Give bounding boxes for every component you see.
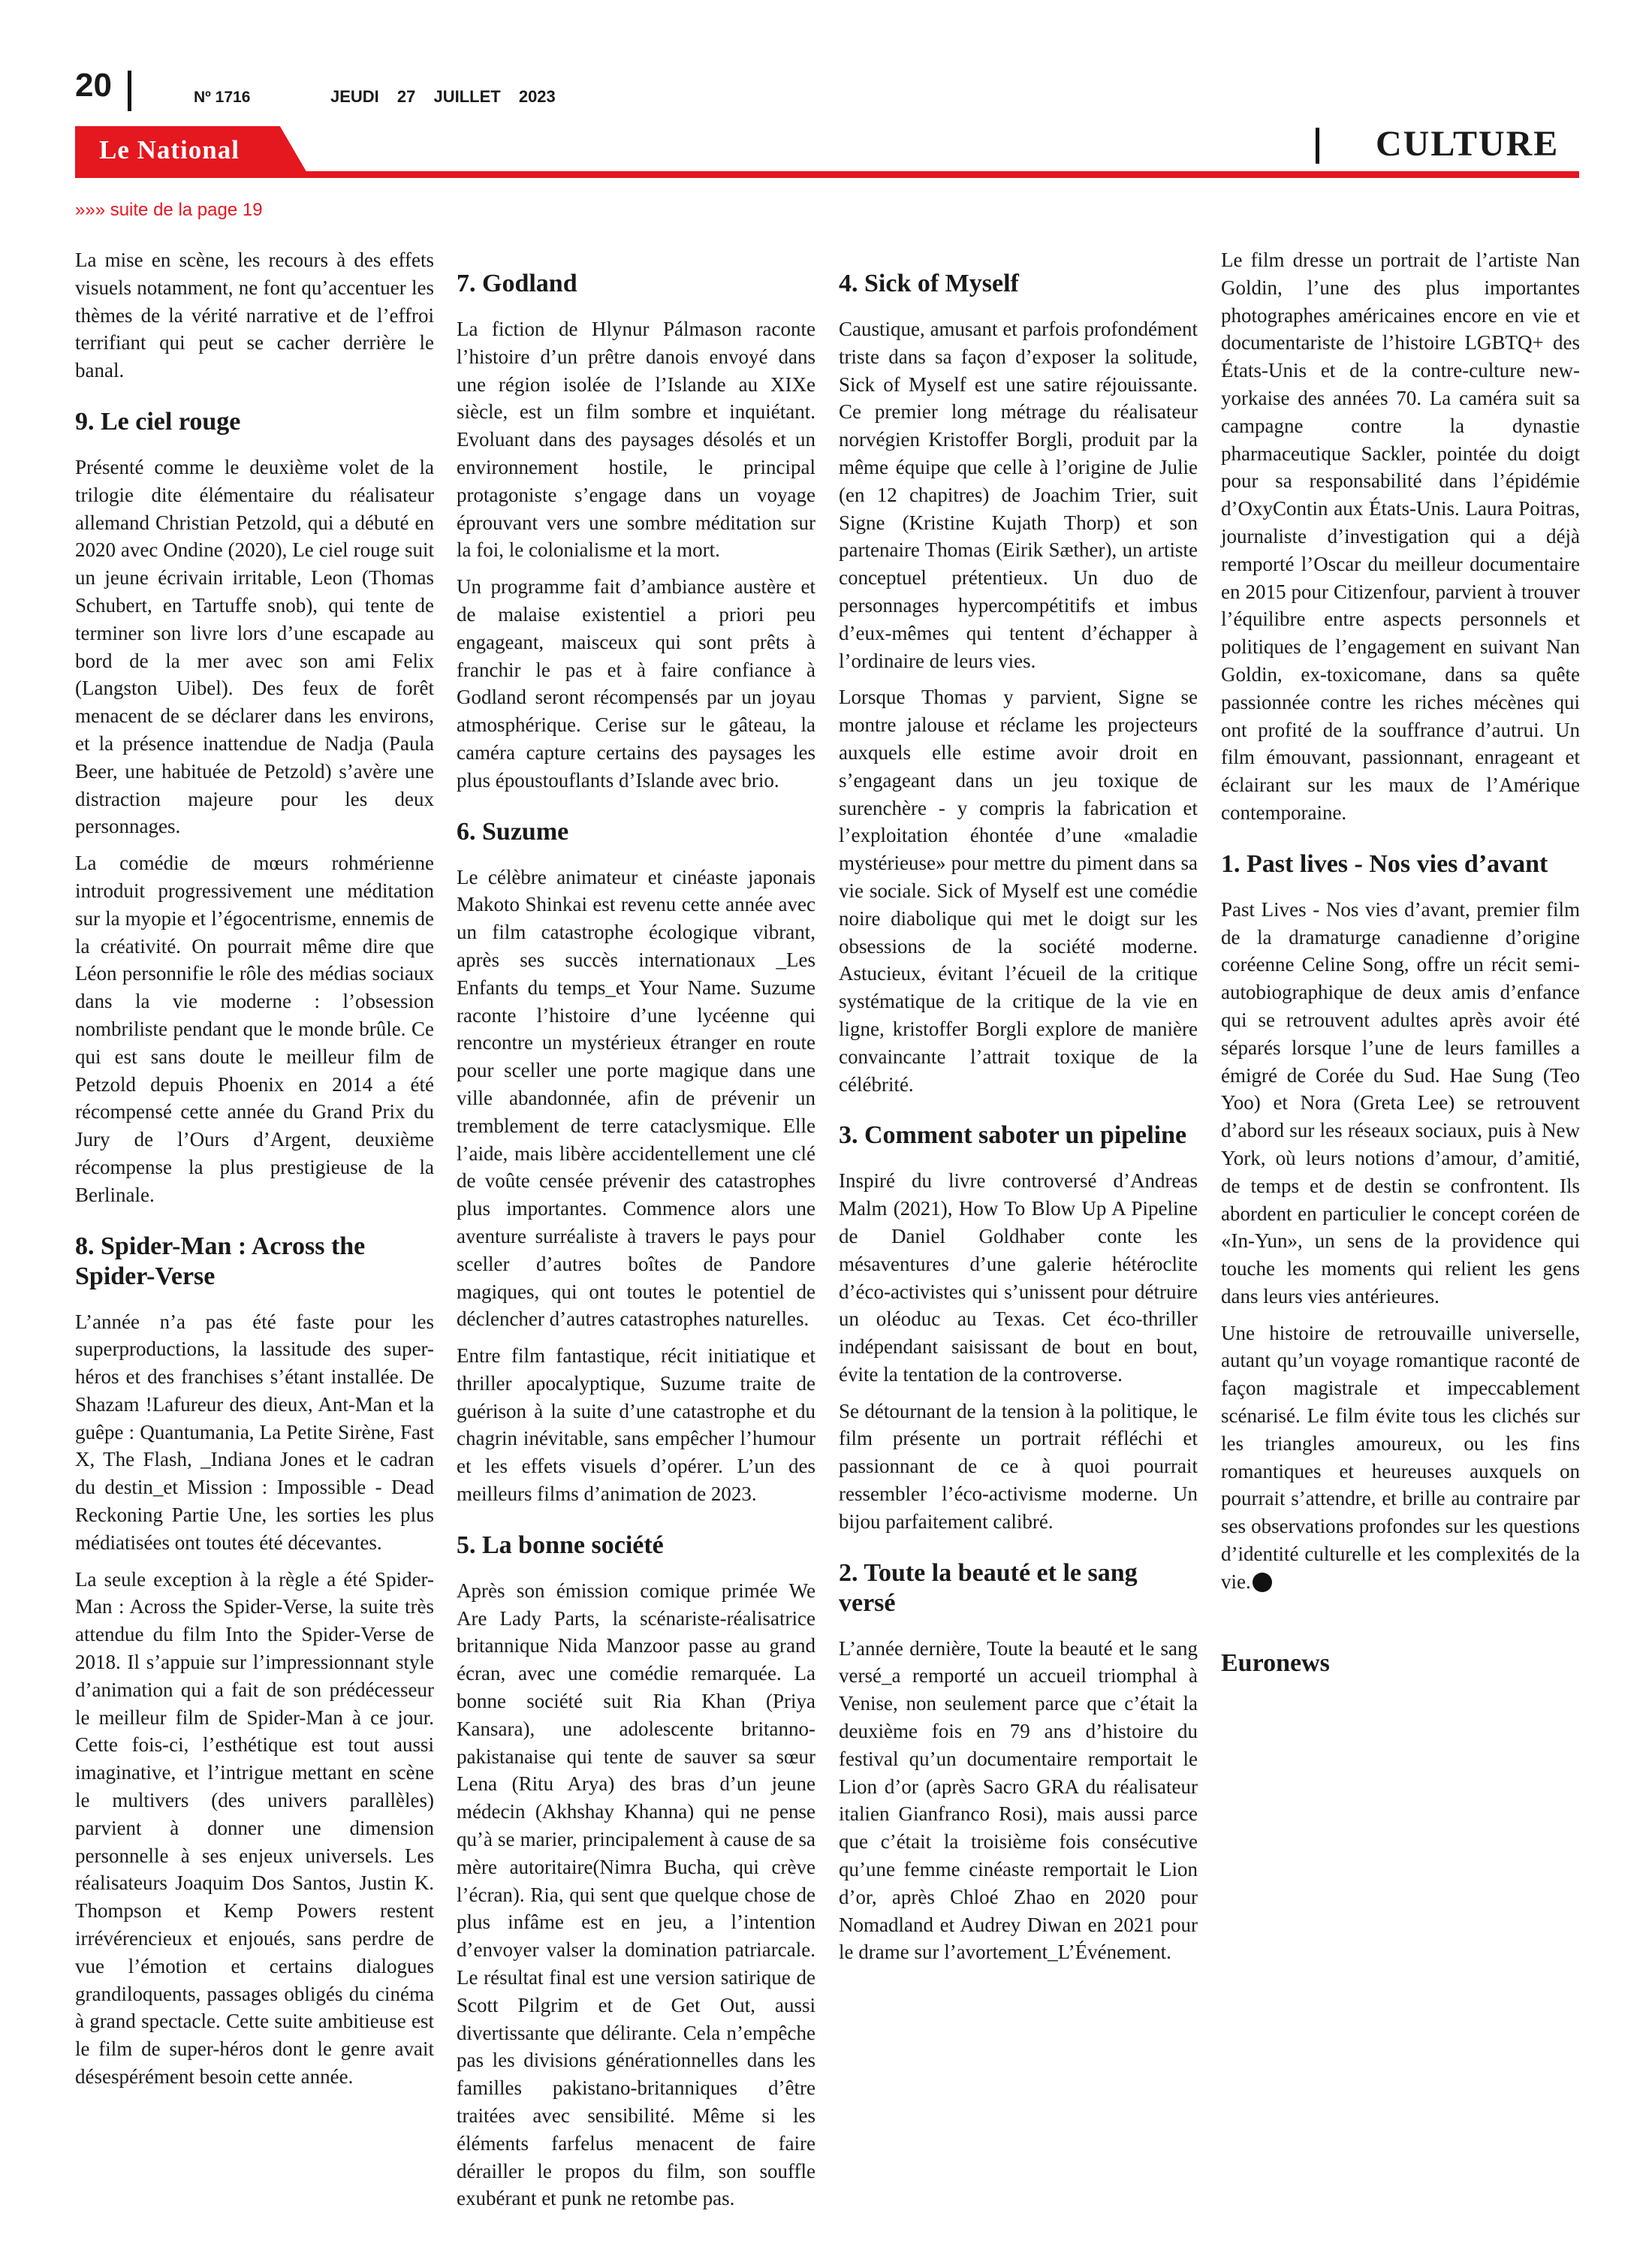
paragraph: La seule exception à la règle a été Spider-Man : Across the Spider-Verse, la suite très attendue du film Into the Spider-Verse de 2018. Il s’appuie sur l’impressionnant style d’animation qui a fait de son prédécesseur le meilleur film de Spider-Man à ce jour. Cette fois-ci, l’esthétique est tout aussi imaginative, et l’intrigue mettant en scène le multivers (des univers parallèles) parvient à donner une dimension personnelle à ses enjeux universels. Les réalisateurs Joaquim Dos Santos, Justin K. Thompson et Kemp Powers restent irrévérencieux et enjoués, sans perdre de vue l’émotion et certains dialogues grandiloquents, passages obligés du cinéma à grand spectacle. Cette suite ambitieuse est le film de super-héros dont le genre avait désespérément besoin cette année. <box>75 1567 434 2089</box>
paragraph: Le film dresse un portrait de l’artiste Nan Goldin, l’une des plus importantes photographes américaines encore en vie et documentariste de l’histoire LGBTQ+ des États-Unis et de la contre-culture new-yorkaise des années 70. La caméra suit sa campagne contre la dynastie pharmaceutique Sackler, pointée du doigt pour sa responsabilité dans l’épidémie d’OxyContin aux États-Unis. Laura Poitras, journaliste d’investigation qui a déjà remporté l’Oscar du meilleur documentaire en 2015 pour Citizenfour, parvient à trouver l’équilibre entre aspects personnels et politiques de l’engagement en suivant Nan Goldin, ex-toxicomane, dans sa quête passionnée contre les riches mécènes qui ont profité de la souffrance d’autrui. Un film émouvant, passionnant, enrageant et éclairant sur les maux de l’Amérique contemporaine. <box>1221 249 1580 824</box>
heading-spider-man: 8. Spider-Man : Across the Spider-Verse <box>75 1232 366 1290</box>
column-2 <box>457 246 815 2221</box>
column-3 <box>839 246 1198 1975</box>
section-divider <box>1316 128 1319 164</box>
end-mark-icon <box>1253 1573 1272 1592</box>
heading-pipeline: 3. Comment saboter un pipeline <box>839 1121 1187 1150</box>
paragraph: Une histoire de retrouvaille universelle, autant qu’un voyage romantique raconté de façon magistrale et impeccablement scénarisé. Le film évite tous les clichés sur les triangles amoureux, ou les fins romantiques et heureuses auxquels on pourrait s’attendre, et brille au contraire par ses observations profondes sur les questions d’identité culturelle et les complexités de la vie. <box>1221 1321 1580 1593</box>
paragraph: La fiction de Hlynur Pálmason raconte l’histoire d’un prêtre danois envoyé dans une région isolée de l’Islande au XIXe siècle, est un film sombre et inquiétant. Evoluant dans des paysages désolés et un environnement hostile, le principal protagoniste s’engage dans un voyage éprouvant vers une sombre méditation sur la foi, le colonialisme et la mort. <box>457 318 815 562</box>
section-title: CULTURE <box>1376 124 1560 164</box>
page-number: 20 <box>75 67 112 104</box>
intro-paragraph: La mise en scène, les recours à des effets visuels notamment, ne font qu’accentuer les thèmes de la vérité narrative et de l’effroi terrifiant qui peut se cacher derrière le banal. <box>75 249 434 382</box>
heading-ciel-rouge: 9. Le ciel rouge <box>75 407 241 436</box>
paragraph: Caustique, amusant et parfois profondément triste dans sa façon d’exposer la solitude, Sick of Myself est une satire réjouissante. Ce premier long métrage du réalisateur norvégien Kristoffer Borgli, produit par la même équipe que celle à l’origine de Julie (en 12 chapitres) de Joachim Trier, suit Signe (Kristine Kujath Thorp) et son partenaire Thomas (Eirik Sæther), un artiste conceptuel prétentieux. Un duo de personnages hypercompétitifs et imbus d’eux-mêmes qui tentent d’échapper à l’ordinaire de leurs vies. <box>839 318 1198 672</box>
paragraph: Past Lives - Nos vies d’avant, premier film de la dramaturge canadienne d’origine coréenne Celine Song, offre un récit semi-autobiographique de deux amis d’enfance qui se retrouvent adultes après avoir été séparés lorsque l’une de leurs familles a émigré de Corée du Sud. Hae Sung (Teo Yoo) et Nora (Greta Lee) se retrouvent d’abord sur les réseaux sociaux, puis à New York, où leurs notions d’amour, d’amitié, de temps et de destin se confrontent. Ils abordent en particulier le concept coréen de «In-Yun», un sens de la providence qui touche les moments qui relient les gens dans leurs vies antérieures. <box>1221 897 1580 1307</box>
paragraph: Se détournant de la tension à la politique, le film présente un portrait réfléchi et passionnant de ce à quoi pourrait ressembler l’éco-activisme moderne. Un bijou parfaitement calibré. <box>839 1399 1198 1533</box>
heading-bonne-societe: 5. La bonne société <box>457 1531 664 1559</box>
heading-godland: 7. Godland <box>457 270 577 297</box>
heading-beaute: 2. Toute la beauté et le sang versé <box>839 1558 1138 1617</box>
paragraph: Un programme fait d’ambiance austère et de malaise existentiel a priori peu engageant, maisceux qui sont prêts à franchir le pas et à faire confiance à Godland seront récompensés par un joyau atmosphérique. Cerise sur le gâteau, la caméra capture certains des paysages les plus époustouflants d’Islande avec brio. <box>457 575 815 792</box>
source-signature: Euronews <box>1221 1648 1330 1677</box>
paragraph: Lorsque Thomas y parvient, Signe se montre jalouse et réclame les projecteurs auxquels elle estime avoir droit en s’engageant dans un jeu toxique de surenchère - y compris la fabrication et l’exploitation éhontée d’une «maladie mystérieuse» pour mettre du piment dans sa vie sociale. Sick of Myself est une comédie noire diabolique qui met le doigt sur les obsessions de la société moderne. Astucieux, évitant l’écueil de la critique systématique de la critique de la vie en ligne, kristoffer Borgli explore de manière convaincante l’attrait toxique de la célébrité. <box>839 686 1198 1096</box>
issue-number: Nº 1716 <box>194 89 251 106</box>
paragraph: Entre film fantastique, récit initiatique et thriller apocalyptique, Suzume traite de guérison à la suite d’une catastrophe et du chagrin inévitable, sans empêcher l’humour et les effets visuels d’opérer. L’un des meilleurs films d’animation de 2023. <box>457 1344 815 1506</box>
paragraph: Présenté comme le deuxième volet de la trilogie dite élémentaire du réalisateur allemand Christian Petzold, qui a débuté en 2020 avec Ondine (2020), Le ciel rouge suit un jeune écrivain irritable, Leon (Thomas Schubert, en Tartuffe snob), qui tente de terminer son livre lors d’une escapade au bord de la mer avec son ami Felix (Langston Uibel). Des feux de forêt menacent de se déclarer dans les environs, et la présence inattendue de Nadja (Paula Beer, une habituée de Petzold) s’avère une distraction majeure pour les deux personnages. <box>75 455 434 838</box>
column-4 <box>1221 246 1580 1695</box>
header-rule <box>75 171 1579 178</box>
heading-sick-of-myself: 4. Sick of Myself <box>839 270 1019 297</box>
paragraph: L’année n’a pas été faste pour les superproductions, la lassitude des super-héros et des franchises s’étant installée. De Shazam !Lafureur des dieux, Ant-Man et la guêpe : Quantumania, La Petite Sirène, Fast X, The Flash, _Indiana Jones et le cadran du destin_et Mission : Impossible - Dead Reckoning Partie Une, les sorties les plus médiatisées ont toutes été décevantes. <box>75 1310 434 1554</box>
paragraph: Inspiré du livre controversé d’Andreas Malm (2021), How To Blow Up A Pipeline de Daniel Goldhaber conte les mésaventures d’une galerie hétéroclite d’éco-activistes qui s’unissent pour détruire un oléoduc au Texas. Cet éco-thriller indépendant saisissant de bout en bout, évite la tentation de la controverse. <box>839 1169 1198 1386</box>
paragraph: Après son émission comique primée We Are Lady Parts, la scénariste-réalisatrice britannique Nida Manzoor passe au grand écran, avec une comédie remarquée. La bonne société suit Ria Khan (Priya Kansara), une adolescente britanno-pakistanaise qui tente de sauver sa sœur Lena (Ritu Arya) des bras d’un jeune médecin (Akhshay Khanna) qui ne pense qu’à se marier, principalement à cause de sa mère autoritaire(Nimra Bucha, qui crève l’écran). Ria, qui sent que quelque chose de plus infâme est en jeu, a l’intention d’envoyer valser la domination patriarcale. Le résultat final est une version satirique de Scott Pilgrim et de Get Out, aussi divertissante que délirante. Cela n’empêche pas les divisions générationnelles dans les familles pakistano-britanniques d’être traitées avec sensibilité. Même si les éléments farfelus menacent de faire dérailler le propos du film, son souffle exubérant et punk ne retombe pas. <box>457 1579 815 2210</box>
issue-date: JEUDI 27 JUILLET 2023 <box>330 87 556 106</box>
column-1 <box>75 246 434 2100</box>
heading-suzume: 6. Suzume <box>457 817 569 846</box>
heading-past-lives: 1. Past lives - Nos vies d’avant <box>1221 849 1548 878</box>
brand-name: Le National <box>99 135 240 164</box>
continued-from: »»» suite de la page 19 <box>75 200 263 220</box>
paragraph: Le célèbre animateur et cinéaste japonais Makoto Shinkai est revenu cette année avec un film catastrophe écologique vibrant, après ses succès internationaux _Les Enfants du temps_et Your Name. Suzume raconte l’histoire d’une lycéenne qui rencontre un mystérieux étranger en route pour sceller une porte magique dans une ville abandonnée, afin de prévenir un tremblement de terre cataclysmique. Elle l’aide, mais libère accidentellement une clé de voûte censée prévenir des catastrophes plus importantes. Commence alors une aventure surréaliste à travers le pays pour sceller d’autres boîtes de Pandore magiques, qui ont toutes le potentiel de déclencher d’autres catastrophes naturelles. <box>457 865 815 1331</box>
paragraph: La comédie de mœurs rohmérienne introduit progressivement une méditation sur la myopie et l’égocentrisme, ennemis de la créativité. On pourrait même dire que Léon personnifie le rôle des médias sociaux dans la vie moderne : l’obsession nombriliste pendant que le monde brûle. Ce qui est sans doute le meilleur film de Petzold depuis Phoenix en 2014 a été récompensé cette année du Grand Prix du Jury de l’Ours d’Argent, deuxième récompense la plus prestigieuse de la Berlinale. <box>75 852 434 1206</box>
header-divider <box>128 71 131 111</box>
paragraph: L’année dernière, Toute la beauté et le sang versé_a remporté un accueil triomphal à Venise, non seulement parce que c’était la deuxième fois en 79 ans d’histoire du festival qu’un documentaire remportait le Lion d’or (après Sacro GRA du réalisateur italien Gianfranco Rosi), mais aussi parce que c’était la troisième fois consécutive qu’une femme cinéaste remportait le Lion d’or, après Chloé Zhao en 2020 pour Nomadland et Audrey Diwan en 2021 pour le drame sur l’avortement_L’Événement. <box>839 1636 1198 1964</box>
